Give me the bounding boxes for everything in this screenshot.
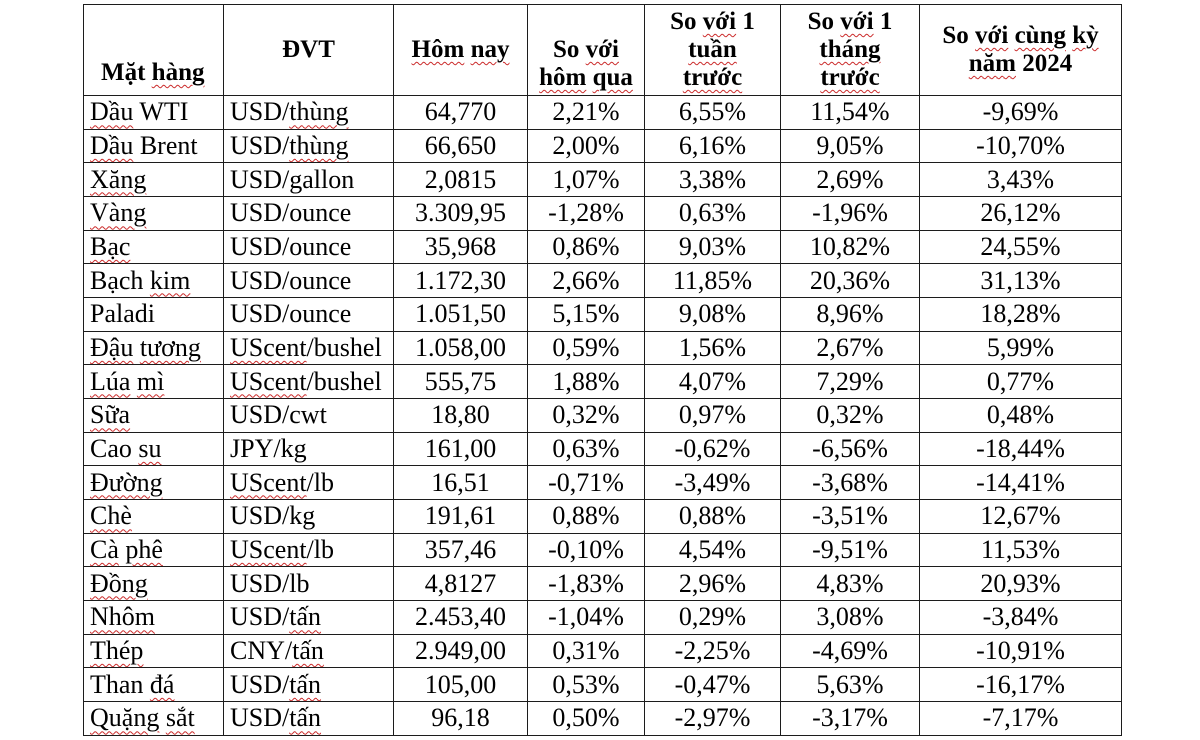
cell-vs-week: -3,49%: [645, 466, 781, 500]
cell-vs-yesterday: -0,10%: [528, 533, 645, 567]
spellcheck-underline: Chè: [90, 501, 132, 531]
cell-today: 66,650: [394, 129, 528, 163]
cell-vs-month: -1,96%: [781, 197, 920, 231]
column-header-vs-yesterday: So với hôm qua: [528, 5, 645, 96]
table-row: [84, 129, 1122, 163]
spellcheck-underline: hôm: [539, 64, 587, 91]
cell-vs-month: 20,36%: [781, 264, 920, 298]
cell-unit: USD/ounce: [224, 298, 394, 332]
cell-vs-year: -10,91%: [920, 634, 1122, 668]
spellcheck-underline: UScent: [230, 366, 307, 396]
cell-name: Cao su: [84, 432, 224, 466]
spellcheck-underline: Dầu: [90, 97, 134, 127]
cell-vs-yesterday: 2,66%: [528, 264, 645, 298]
cell-name: [84, 331, 224, 365]
cell-vs-yesterday: 0,31%: [528, 634, 645, 668]
cell-name: [84, 533, 224, 567]
spellcheck-underline: sắt: [165, 703, 195, 733]
spellcheck-underline: tuần: [688, 36, 737, 63]
cell-vs-year: 11,53%: [920, 533, 1122, 567]
cell-vs-year: 0,77%: [920, 365, 1122, 399]
table-row: [84, 163, 1122, 197]
cell-vs-week: 0,29%: [645, 601, 781, 635]
column-header-vs-month: So với 1 tháng trước: [781, 5, 920, 96]
cell-vs-year: 3,43%: [920, 163, 1122, 197]
cell-vs-year: 12,67%: [920, 500, 1122, 534]
cell-vs-yesterday: 0,88%: [528, 500, 645, 534]
cell-vs-week: 9,03%: [645, 230, 781, 264]
cell-vs-yesterday: 0,32%: [528, 399, 645, 433]
cell-name: [84, 500, 224, 534]
cell-today: 2.949,00: [394, 634, 528, 668]
table-row: [84, 634, 1122, 668]
spellcheck-underline: đá: [149, 669, 175, 699]
cell-vs-month: 7,29%: [781, 365, 920, 399]
cell-vs-month: -9,51%: [781, 533, 920, 567]
spellcheck-underline: Vàng: [90, 198, 147, 228]
table-row: [84, 466, 1122, 500]
cell-today: 2,0815: [394, 163, 528, 197]
header-row: [84, 5, 1122, 96]
spellcheck-underline: kim: [149, 265, 191, 295]
cell-vs-week: 0,97%: [645, 399, 781, 433]
cell-vs-yesterday: -1,28%: [528, 197, 645, 231]
table-header: [84, 5, 1122, 96]
cell-vs-month: -3,17%: [781, 702, 920, 736]
cell-vs-week: 6,16%: [645, 129, 781, 163]
cell-vs-week: -2,25%: [645, 634, 781, 668]
cell-vs-week: 11,85%: [645, 264, 781, 298]
spellcheck-underline: với: [840, 8, 874, 35]
cell-name: [84, 399, 224, 433]
table-row: [84, 500, 1122, 534]
column-header-unit: ĐVT: [224, 5, 394, 96]
spellcheck-underline: UScent: [230, 535, 307, 565]
spellcheck-underline: Nhôm: [90, 602, 155, 632]
cell-name: Paladi: [84, 298, 224, 332]
cell-name: [84, 601, 224, 635]
cell-unit: USD/lb: [224, 567, 394, 601]
cell-vs-yesterday: 2,21%: [528, 96, 645, 130]
table-row: [84, 432, 1122, 466]
table-row: [84, 668, 1122, 702]
cell-vs-week: 1,56%: [645, 331, 781, 365]
spellcheck-underline: với: [975, 22, 1009, 49]
spellcheck-underline: qua: [592, 64, 633, 91]
cell-vs-yesterday: 0,53%: [528, 668, 645, 702]
spellcheck-underline: thùng: [289, 97, 349, 127]
cell-unit: USD/thùng: [224, 96, 394, 130]
document-page: [83, 4, 1122, 736]
table-row: [84, 96, 1122, 130]
cell-today: 16,51: [394, 466, 528, 500]
cell-vs-yesterday: 5,15%: [528, 298, 645, 332]
cell-name: [84, 365, 224, 399]
cell-vs-week: 6,55%: [645, 96, 781, 130]
cell-vs-month: -3,51%: [781, 500, 920, 534]
cell-today: 1.058,00: [394, 331, 528, 365]
cell-unit: USD/tấn: [224, 702, 394, 736]
spellcheck-underline: UScent: [230, 333, 307, 363]
cell-today: 4,8127: [394, 567, 528, 601]
cell-vs-year: 26,12%: [920, 197, 1122, 231]
cell-vs-month: 4,83%: [781, 567, 920, 601]
cell-today: 3.309,95: [394, 197, 528, 231]
spellcheck-underline: năm: [968, 50, 1016, 77]
cell-vs-yesterday: 1,88%: [528, 365, 645, 399]
spellcheck-underline: thùng: [289, 131, 349, 160]
column-header-name: Mặt hàng: [84, 5, 224, 96]
table-row: [84, 264, 1122, 298]
cell-today: 18,80: [394, 399, 528, 433]
spellcheck-underline: trước: [820, 64, 880, 91]
spellcheck-underline: tấn: [289, 602, 322, 632]
spellcheck-underline: UScent: [230, 467, 307, 497]
cell-vs-week: -2,97%: [645, 702, 781, 736]
spellcheck-underline: phê: [125, 535, 163, 565]
cell-unit: USD/gallon: [224, 163, 394, 197]
cell-vs-year: 18,28%: [920, 298, 1122, 332]
cell-vs-week: 4,07%: [645, 365, 781, 399]
spellcheck-underline: Dầu: [90, 131, 134, 160]
cell-today: 191,61: [394, 500, 528, 534]
cell-vs-yesterday: -0,71%: [528, 466, 645, 500]
cell-vs-month: 3,08%: [781, 601, 920, 635]
cell-unit: JPY/kg: [224, 432, 394, 466]
spellcheck-underline: mì: [136, 366, 165, 396]
cell-vs-week: 2,96%: [645, 567, 781, 601]
table-body: [84, 96, 1122, 736]
cell-name: Bạch kim: [84, 264, 224, 298]
cell-unit: USD/cwt: [224, 399, 394, 433]
table-row: [84, 399, 1122, 433]
spellcheck-underline: trước: [682, 64, 743, 91]
cell-today: 35,968: [394, 230, 528, 264]
cell-unit: USD/thùng: [224, 129, 394, 163]
commodity-price-table: [83, 4, 1122, 736]
cell-unit: UScent/lb: [224, 466, 394, 500]
column-header-vs-year: So với cùng kỳ năm 2024: [920, 5, 1122, 96]
spellcheck-underline: với: [702, 8, 737, 35]
cell-name: [84, 702, 224, 736]
cell-vs-yesterday: -1,04%: [528, 601, 645, 635]
cell-vs-year: 24,55%: [920, 230, 1122, 264]
cell-name: [84, 567, 224, 601]
cell-name: [84, 163, 224, 197]
cell-vs-yesterday: 2,00%: [528, 129, 645, 163]
cell-vs-month: 2,67%: [781, 331, 920, 365]
cell-vs-week: -0,47%: [645, 668, 781, 702]
cell-vs-month: 10,82%: [781, 230, 920, 264]
cell-vs-year: 20,93%: [920, 567, 1122, 601]
cell-vs-year: -16,17%: [920, 668, 1122, 702]
cell-vs-month: 8,96%: [781, 298, 920, 332]
spellcheck-underline: tương: [139, 333, 201, 363]
cell-unit: USD/tấn: [224, 668, 394, 702]
cell-unit: UScent/lb: [224, 533, 394, 567]
cell-vs-month: 9,05%: [781, 129, 920, 163]
cell-vs-year: -14,41%: [920, 466, 1122, 500]
cell-today: 64,770: [394, 96, 528, 130]
cell-vs-year: 31,13%: [920, 264, 1122, 298]
cell-vs-month: -3,68%: [781, 466, 920, 500]
cell-unit: USD/ounce: [224, 264, 394, 298]
cell-vs-week: 3,38%: [645, 163, 781, 197]
cell-vs-week: 0,63%: [645, 197, 781, 231]
spellcheck-underline: Đường: [90, 467, 163, 497]
spellcheck-underline: Lúa: [90, 366, 131, 396]
cell-name: [84, 197, 224, 231]
cell-name: Dầu WTI: [84, 96, 224, 130]
cell-vs-yesterday: 0,59%: [528, 331, 645, 365]
table-row: [84, 365, 1122, 399]
cell-today: 161,00: [394, 432, 528, 466]
cell-vs-year: -10,70%: [920, 129, 1122, 163]
spellcheck-underline: Xăng: [90, 164, 147, 194]
cell-today: 105,00: [394, 668, 528, 702]
cell-today: 1.172,30: [394, 264, 528, 298]
spellcheck-underline: tấn: [289, 703, 322, 733]
cell-unit: UScent/bushel: [224, 331, 394, 365]
table-row: [84, 298, 1122, 332]
cell-today: 357,46: [394, 533, 528, 567]
spellcheck-underline: Bạc: [90, 232, 131, 262]
cell-name: Than đá: [84, 668, 224, 702]
table-row: [84, 567, 1122, 601]
spellcheck-underline: Hôm: [411, 36, 465, 63]
cell-vs-year: 0,48%: [920, 399, 1122, 433]
spellcheck-underline: Cà: [90, 535, 119, 565]
cell-vs-week: 0,88%: [645, 500, 781, 534]
cell-vs-yesterday: 0,86%: [528, 230, 645, 264]
cell-vs-yesterday: -1,83%: [528, 567, 645, 601]
cell-today: 1.051,50: [394, 298, 528, 332]
spellcheck-underline: Quặng: [90, 703, 160, 733]
cell-vs-month: 5,63%: [781, 668, 920, 702]
spellcheck-underline: Đồng: [90, 568, 148, 598]
table-row: [84, 601, 1122, 635]
cell-unit: USD/tấn: [224, 601, 394, 635]
cell-today: 555,75: [394, 365, 528, 399]
spellcheck-underline: kỳ: [1072, 22, 1099, 49]
spellcheck-underline: hàng: [151, 59, 205, 86]
spellcheck-underline: Đậu: [90, 333, 134, 363]
spellcheck-underline: su: [138, 434, 162, 464]
cell-vs-year: 5,99%: [920, 331, 1122, 365]
table-row: [84, 230, 1122, 264]
cell-unit: USD/ounce: [224, 197, 394, 231]
cell-unit: USD/ounce: [224, 230, 394, 264]
cell-vs-year: -18,44%: [920, 432, 1122, 466]
spellcheck-underline: với: [585, 36, 619, 63]
cell-vs-month: -6,56%: [781, 432, 920, 466]
cell-name: [84, 230, 224, 264]
cell-unit: UScent/bushel: [224, 365, 394, 399]
cell-vs-month: 0,32%: [781, 399, 920, 433]
cell-name: Dầu Brent: [84, 129, 224, 163]
column-header-vs-week: So với 1 tuần trước: [645, 5, 781, 96]
table-row: [84, 331, 1122, 365]
cell-vs-yesterday: 1,07%: [528, 163, 645, 197]
cell-name: [84, 466, 224, 500]
cell-unit: USD/kg: [224, 500, 394, 534]
cell-vs-month: 11,54%: [781, 96, 920, 130]
spellcheck-underline: cùng: [1014, 22, 1066, 49]
table-row: [84, 197, 1122, 231]
cell-vs-week: 4,54%: [645, 533, 781, 567]
cell-vs-week: 9,08%: [645, 298, 781, 332]
cell-vs-month: 2,69%: [781, 163, 920, 197]
cell-vs-year: -9,69%: [920, 96, 1122, 130]
cell-today: 2.453,40: [394, 601, 528, 635]
table-row: [84, 702, 1122, 736]
cell-vs-year: -3,84%: [920, 601, 1122, 635]
cell-vs-yesterday: 0,63%: [528, 432, 645, 466]
spellcheck-underline: tấn: [289, 669, 322, 699]
spellcheck-underline: tấn: [292, 636, 324, 666]
table-row: [84, 533, 1122, 567]
spellcheck-underline: nay: [470, 36, 510, 63]
cell-name: [84, 634, 224, 668]
cell-vs-year: -7,17%: [920, 702, 1122, 736]
spellcheck-underline: Sữa: [90, 400, 131, 430]
cell-unit: CNY/tấn: [224, 634, 394, 668]
spellcheck-underline: Thép: [90, 636, 144, 666]
cell-today: 96,18: [394, 702, 528, 736]
spellcheck-underline: tháng: [819, 36, 881, 63]
cell-vs-month: -4,69%: [781, 634, 920, 668]
column-header-today: [394, 5, 528, 96]
cell-vs-yesterday: 0,50%: [528, 702, 645, 736]
cell-vs-week: -0,62%: [645, 432, 781, 466]
